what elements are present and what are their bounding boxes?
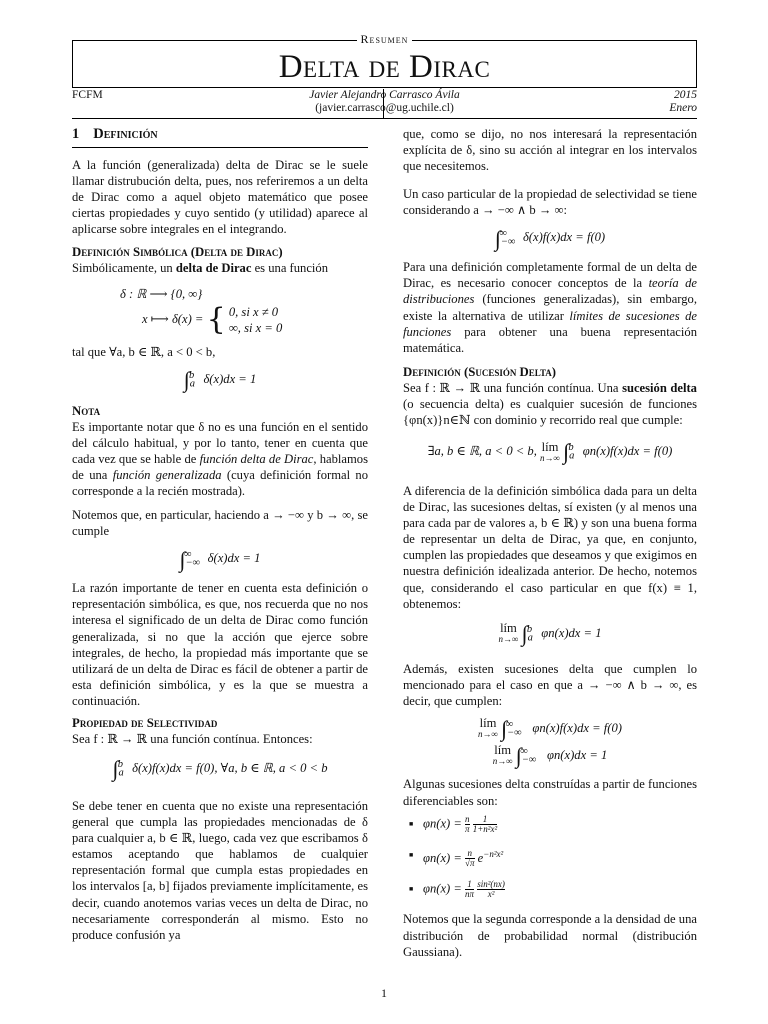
paragraph: Sea f : ℝ → ℝ una función contínua. Una sucesión delta (o secuencia delta) es cualquier sucesión de funciones {φn(x)}n∈ℕ con dominio y recorrido real que cumple: bbox=[403, 380, 697, 428]
paragraph: Sea f : ℝ → ℝ una función contínua. Entonces: bbox=[72, 732, 313, 747]
equation: $\int_{-\infty}^\infty$ δ(x)dx = 1 bbox=[179, 546, 261, 572]
paragraph: Un caso particular de la propiedad de selectividad se tiene considerando a → −∞ ∧ b → ∞: bbox=[403, 187, 697, 218]
equation: x ⟼ δ(x) = { 0, si x ≠ 0 ∞, si x = 0 bbox=[142, 301, 283, 337]
document-title: Delta de Dirac bbox=[278, 49, 491, 85]
paragraph: La razón importante de tener en cuenta esta definición o representación simbólica, es que, nos recuerda que no nos interesa el significado de un delta de Dirac como función generalizada, si no que la acción que ejerce sobre integrales, de hecho, la propiedad más importante que se utilizará de un delta de Dirac es fácil de obtener a partir de esta definición simbólica, y es la que se muestra a continuación. bbox=[72, 581, 368, 708]
paragraph: Para una definición completamente formal de un delta de Dirac, es necesario conocer conceptos de la teoría de distribuciones (funciones generalizadas), sin embargo, existe la alternativa de utilizar límites de sucesiones de funciones para obtener una buena representación matemática. bbox=[403, 260, 697, 355]
paragraph: Es importante notar que δ no es una función en el sentido del cálculo habitual, y por lo tanto, tener en cuenta que cada vez que se hable de función delta de Dirac, hablamos de una función generalizada (cuya definición formal no corresponde a la recién mostrada). bbox=[72, 419, 369, 499]
paragraph: Algunas sucesiones delta construídas a partir de funciones diferenciables son: bbox=[403, 777, 697, 808]
equation: $\int_a^b$ δ(x)f(x)dx = f(0), ∀a, b ∈ ℝ, a < 0 < b bbox=[112, 756, 328, 782]
equation: lím n→∞ $\int_{-\infty}^\infty$ φn(x)dx = 1 bbox=[492, 742, 608, 768]
paragraph: Además, existen sucesiones delta que cumplen lo mencionado para el caso en que a → −∞ ∧ b → ∞, es decir, que cumplen: bbox=[403, 661, 697, 708]
equation: $\int_a^b$ δ(x)dx = 1 bbox=[183, 367, 257, 393]
meta-block bbox=[72, 89, 697, 123]
meta-author: Javier Alejandro Carrasco Ávila bbox=[309, 89, 460, 101]
subsection-heading: Definición Simbólica (Delta de Dirac) bbox=[72, 244, 283, 259]
right-column bbox=[403, 126, 697, 960]
paragraph: A la función (generalizada) delta de Dirac se le suele llamar distrubución delta, pues, nos referiremos a un delta de Dirac como a aquel objeto matemático que posee ciertas propiedades y cuyo sentido (y utilidad) aparece al aplicarse sobre integrales en el integrando. bbox=[72, 158, 368, 237]
equation: lím n→∞ $\int_a^b$ φn(x)dx = 1 bbox=[498, 621, 602, 646]
paragraph: Simbólicamente, un delta de Dirac es una función bbox=[72, 260, 329, 275]
subsection-heading: Propiedad de Selectividad bbox=[72, 716, 218, 731]
meta-year: 2015 bbox=[674, 89, 697, 101]
note-heading: Nota bbox=[72, 403, 101, 418]
delta-sequence-list bbox=[403, 815, 697, 900]
header-label: Resumen bbox=[73, 32, 696, 47]
paragraph: Se debe tener en cuenta que no existe una representación general que cumpla las propiedades mencionadas de δ para cualquier a, b ∈ ℝ, luego, cada vez que escribamos δ estamos aceptando que hablamos de cualquier representación formal que cumpla estas propiedades en los intervalos [a, b] fijados previamente implícitamente, es decir, cuando anotemos varias veces un delta de Dirac, no necesariamente corresponderán al mismo. Esto no produce confusión ya bbox=[72, 799, 368, 942]
equation: lím n→∞ $\int_{-\infty}^\infty$ φn(x)f(x)dx = f(0) bbox=[478, 716, 622, 742]
meta-org: FCFM bbox=[72, 89, 103, 101]
section-rule bbox=[72, 147, 368, 148]
subsection-heading: Definición (Sucesión Delta) bbox=[403, 364, 557, 379]
meta-rule bbox=[72, 118, 697, 119]
meta-month: Enero bbox=[669, 102, 697, 114]
left-column bbox=[72, 124, 368, 943]
column-divider bbox=[383, 89, 384, 119]
paragraph: Notemos que la segunda corresponde a la densidad de una distribución de probabilidad normal (distribución Gaussiana). bbox=[403, 912, 697, 959]
meta-email: (javier.carrasco@ug.uchile.cl) bbox=[315, 102, 454, 114]
paragraph: Notemos que, en particular, haciendo a → −∞ y b → ∞, se cumple bbox=[72, 508, 368, 539]
page-number: 1 bbox=[381, 986, 387, 1000]
list-item: ■ φn(x) = $\frac{1}{n\pi}$ $\frac{\text{sin²(nx)}}{\text{x²}}$ bbox=[423, 880, 697, 899]
paragraph: que, como se dijo, no nos interesará la representación explícita de δ, sino su acción al integrar en los intervalos que necesitemos. bbox=[403, 127, 697, 174]
equation: $\int_{-\infty}^\infty$ δ(x)f(x)dx = f(0) bbox=[494, 225, 606, 251]
list-item: ■ φn(x) = $\frac{n}{√\pi}$ $e^{-n^2x^2}$ bbox=[423, 846, 697, 869]
paragraph: tal que ∀a, b ∈ ℝ, a < 0 < b, bbox=[72, 344, 216, 359]
section-heading: 1 Definición bbox=[72, 126, 158, 142]
header-box bbox=[72, 32, 697, 88]
list-item: ■ φn(x) = $\frac{n}{\pi}$ $\frac{1}{\text{1+n²x²}}$ bbox=[423, 815, 697, 834]
equation: δ : ℝ ⟶ {0, ∞} bbox=[120, 286, 203, 301]
paragraph: A diferencia de la definición simbólica dada para un delta de Dirac, las sucesiones deltas, sí existen (y al menos una para cada par de valores a, b ∈ ℝ) y son una buena forma de representar un delta de Dirac, ya que, en conjunto, cumplen las propiedades que deseamos y que exigimos en nuestra definición idealizada anterior. De hecho, notemos que, considerando el caso particular en que f(x) ≡ 1, obtenemos: bbox=[403, 484, 697, 611]
equation: ∃a, b ∈ ℝ, a < 0 < b, lím n→∞ $\int_a^b$ φn(x)f(x)dx = f(0) bbox=[427, 439, 673, 465]
